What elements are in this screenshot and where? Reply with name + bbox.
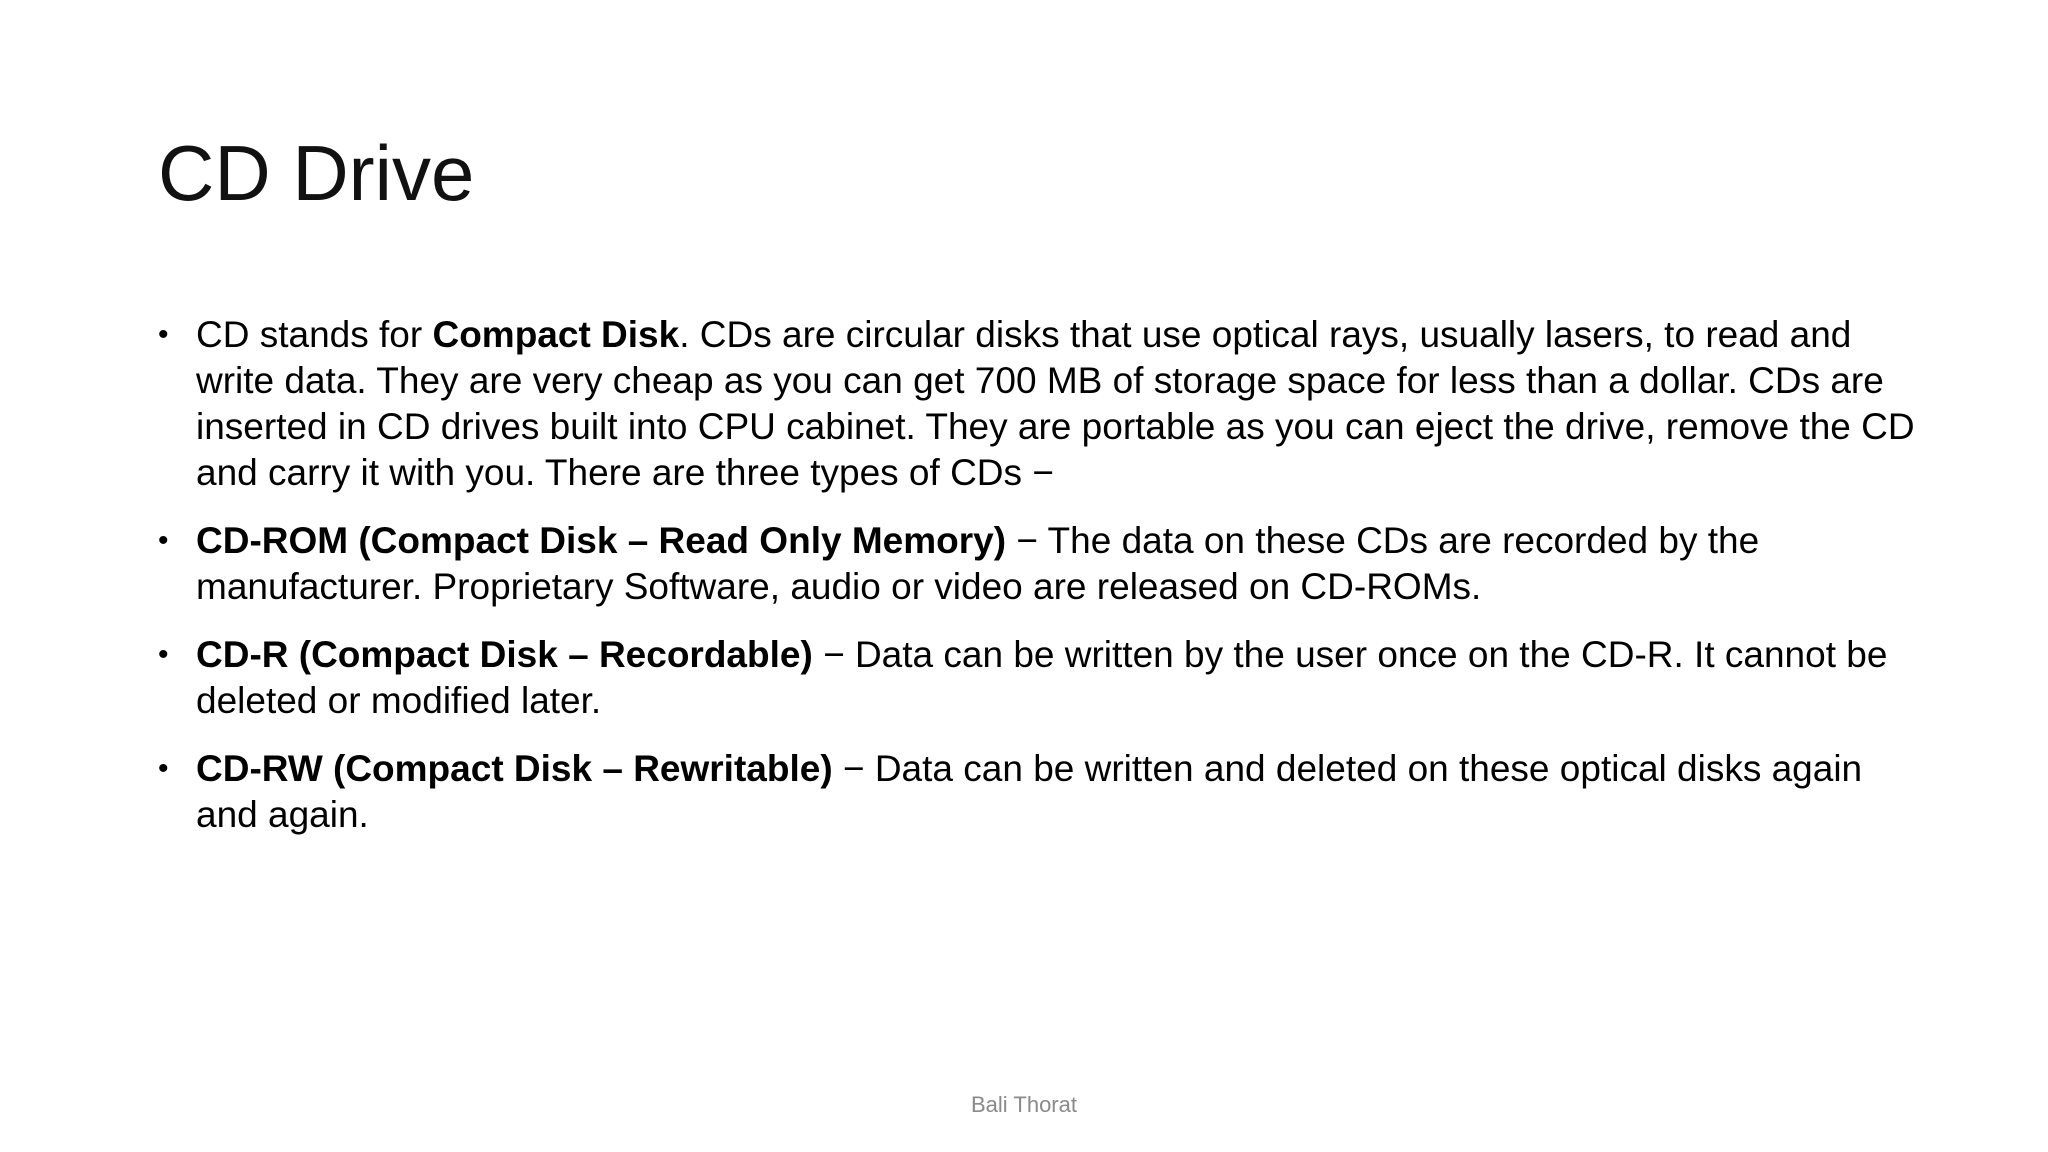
bullet-text: CD stands for — [196, 314, 433, 355]
bullet-text: − Data can be written by the user once on the CD-R. It cannot be deleted or modified later. — [196, 634, 1888, 721]
bullet-dot: • — [158, 524, 169, 557]
bullet-dot: • — [158, 318, 169, 351]
slide-title: CD Drive — [158, 129, 475, 217]
bullet-dot: • — [158, 638, 169, 671]
bullet-text: − Data can be written and deleted on these optical disks again and again. — [196, 748, 1863, 835]
bullet-dot: • — [158, 752, 169, 785]
bullet-text: . CDs are circular disks that use optical rays, usually lasers, to read and write data. They are very cheap as you can get 700 MB of storage space for less than a dollar. CDs are inserted in CD drives built into CPU cabinet. They are portable as you can eject the drive, remove the CD and carry it with you. There are three types of CDs − — [196, 314, 1915, 493]
bullet-text: − The data on these CDs are recorded by the manufacturer. Proprietary Software, audio or video are released on CD-ROMs. — [196, 520, 1760, 607]
bullet-list — [158, 312, 1918, 860]
slide-footer: Bali Thorat — [971, 1092, 1077, 1117]
bullet-bold-term: CD-RW (Compact Disk – Rewritable) — [196, 748, 833, 789]
bullet-bold-term: Compact Disk — [432, 314, 680, 355]
bullet-item — [158, 312, 1918, 496]
bullet-bold-term: CD-ROM (Compact Disk – Read Only Memory) — [196, 520, 1007, 561]
bullet-bold-term: CD-R (Compact Disk – Recordable) — [196, 634, 813, 675]
bullet-item — [158, 632, 1918, 724]
bullet-item — [158, 518, 1918, 610]
bullet-item — [158, 746, 1918, 838]
